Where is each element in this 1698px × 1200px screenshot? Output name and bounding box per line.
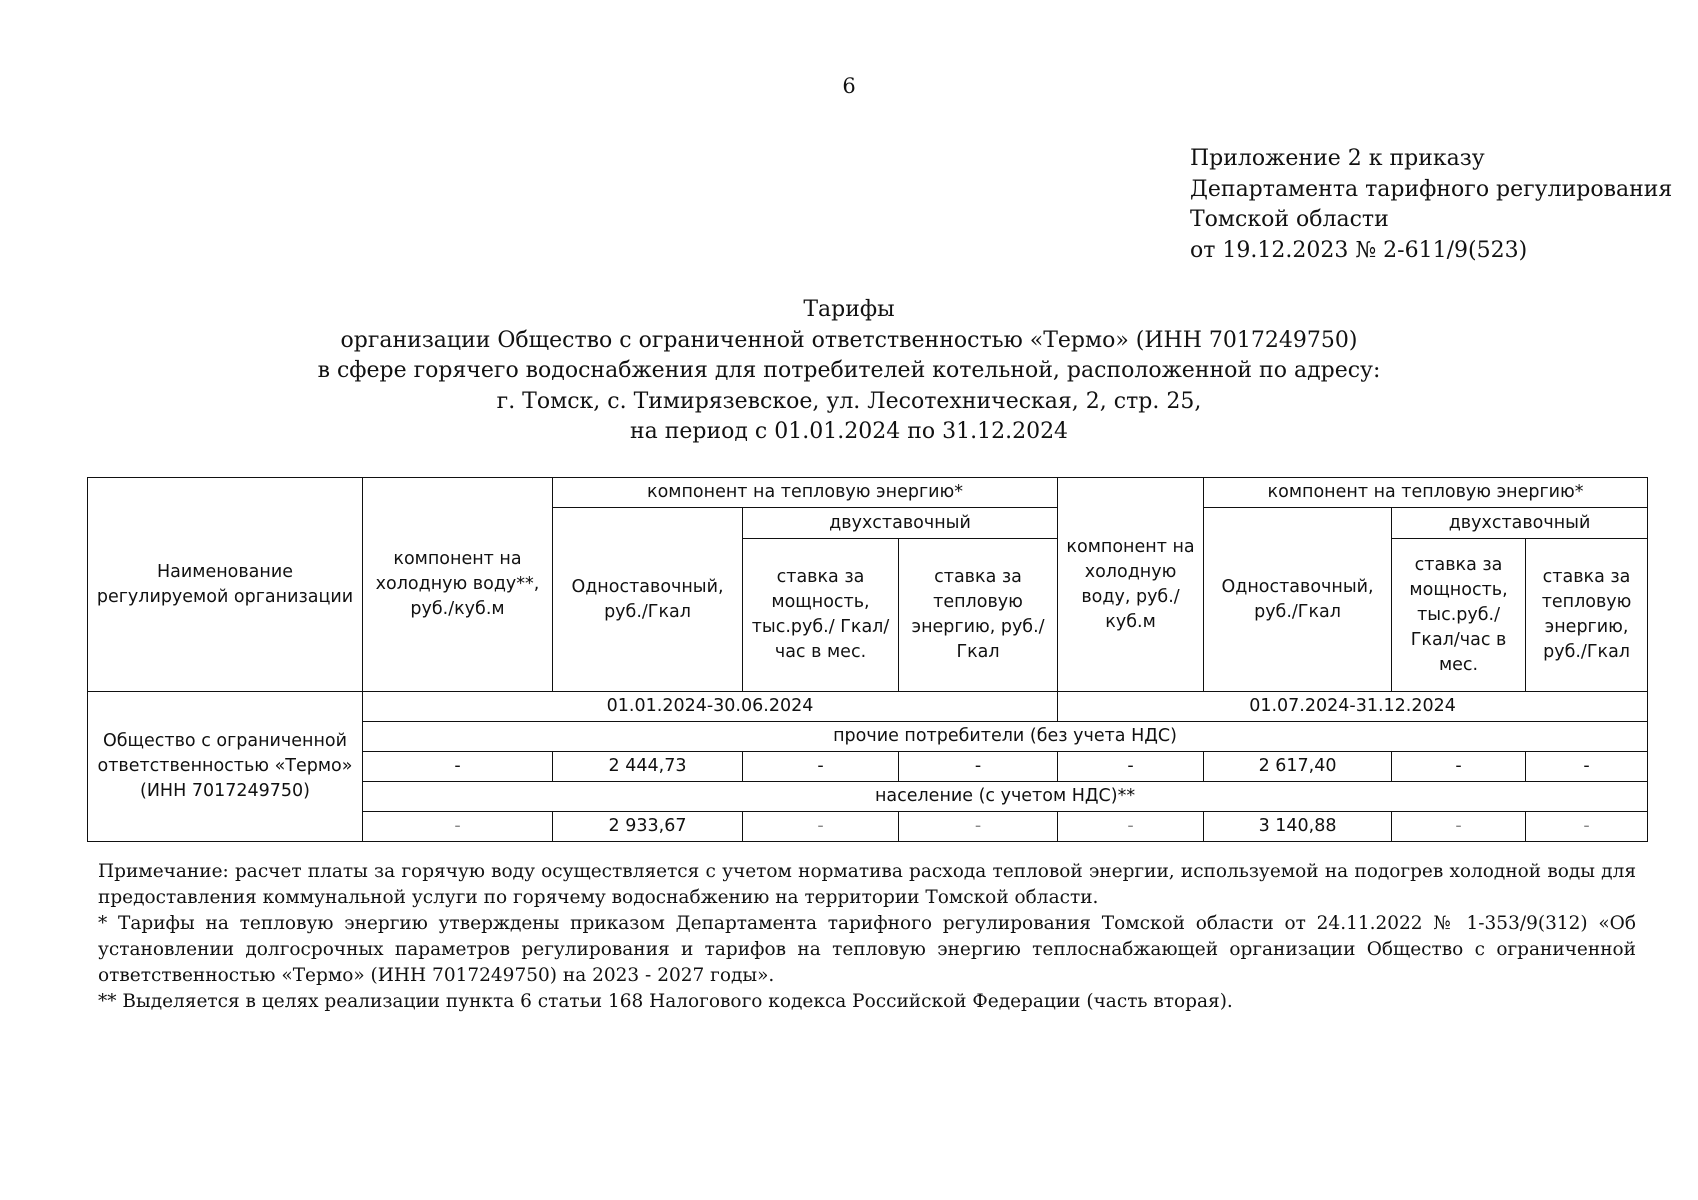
period-cell: 01.01.2024-30.06.2024: [363, 692, 1058, 722]
header-two-rate: двухставочный: [743, 508, 1058, 539]
title-line: Тарифы: [803, 297, 895, 322]
value-cell: -: [743, 812, 899, 842]
org-name-cell: Общество с ограниченной ответственностью «Термо» (ИНН 7017249750): [88, 692, 363, 842]
value-cell: -: [1058, 812, 1204, 842]
title-line: организации Общество с ограниченной ответственностью «Термо» (ИНН 7017249750): [340, 327, 1358, 353]
value-cell: -: [743, 752, 899, 782]
period-cell: 01.07.2024-31.12.2024: [1058, 692, 1648, 722]
appendix-header: [1190, 144, 1672, 266]
consumer-group-cell: население (с учетом НДС)**: [363, 782, 1648, 812]
header-single-rate: Одноставочный, руб./Гкал: [553, 508, 743, 692]
value-cell: 2 617,40: [1204, 752, 1392, 782]
value-cell: -: [1526, 752, 1648, 782]
header-capacity-rate: ставка за мощность, тыс.руб./ Гкал/час в мес.: [743, 539, 899, 692]
consumer-group-cell: прочие потребители (без учета НДС): [363, 722, 1648, 752]
header-cold-water: компонент на холодную воду**, руб./куб.м: [363, 478, 553, 692]
value-cell: -: [1526, 812, 1648, 842]
note-paragraph: ** Выделяется в целях реализации пункта 6 статьи 168 Налогового кодекса Российской Федерации (часть вторая).: [98, 991, 1233, 1012]
tariffs-table: [87, 477, 1648, 842]
value-cell: 2 444,73: [553, 752, 743, 782]
value-cell: 2 933,67: [553, 812, 743, 842]
note-paragraph: * Тарифы на тепловую энергию утверждены приказом Департамента тарифного регулирования Томской области от 24.11.2022 № 1-353/9(312) «Об установлении долгосрочных параметров регулирования и тарифов на тепловую энергию теплоснабжающей организации Общество с ограниченной ответственностью «Термо» (ИНН 7017249750) на 2023 - 2027 годы».: [98, 913, 1636, 986]
value-cell: -: [1392, 812, 1526, 842]
header-two-rate: двухставочный: [1392, 508, 1648, 539]
title-line: на период с 01.01.2024 по 31.12.2024: [629, 419, 1069, 444]
header-energy-rate: ставка за тепловую энергию, руб./Гкал: [1526, 539, 1648, 692]
document-title: [0, 295, 1698, 448]
value-cell: -: [363, 812, 553, 842]
title-line: г. Томск, с. Тимирязевское, ул. Лесотехническая, 2, стр. 25,: [496, 388, 1202, 414]
appendix-line: Департамента тарифного регулирования: [1190, 176, 1673, 202]
value-cell: -: [1392, 752, 1526, 782]
value-cell: 3 140,88: [1204, 812, 1392, 842]
notes-section: [98, 859, 1636, 1015]
value-cell: -: [899, 812, 1058, 842]
header-thermal: компонент на тепловую энергию*: [553, 478, 1058, 508]
appendix-line: Приложение 2 к приказу: [1190, 146, 1485, 171]
header-thermal: компонент на тепловую энергию*: [1204, 478, 1648, 508]
header-capacity-rate: ставка за мощность, тыс.руб./ Гкал/час в мес.: [1392, 539, 1526, 692]
value-cell: -: [363, 752, 553, 782]
page-number: 6: [842, 74, 856, 98]
appendix-line: Томской области: [1190, 207, 1389, 232]
header-energy-rate: ставка за тепловую энергию, руб./Гкал: [899, 539, 1058, 692]
header-cold-water: компонент на холодную воду, руб./куб.м: [1058, 478, 1204, 692]
appendix-line: от 19.12.2023 № 2-611/9(523): [1190, 237, 1528, 263]
note-paragraph: Примечание: расчет платы за горячую воду осуществляется с учетом норматива расхода тепловой энергии, используемой на подогрев холодной воды для предоставления коммунальной услуги по горячему водоснабжению на территории Томской области.: [98, 861, 1636, 908]
value-cell: -: [899, 752, 1058, 782]
title-line: в сфере горячего водоснабжения для потребителей котельной, расположенной по адресу:: [317, 358, 1381, 383]
value-cell: -: [1058, 752, 1204, 782]
header-org-name: Наименование регулируемой организации: [88, 478, 363, 692]
header-single-rate: Одноставочный, руб./Гкал: [1204, 508, 1392, 692]
